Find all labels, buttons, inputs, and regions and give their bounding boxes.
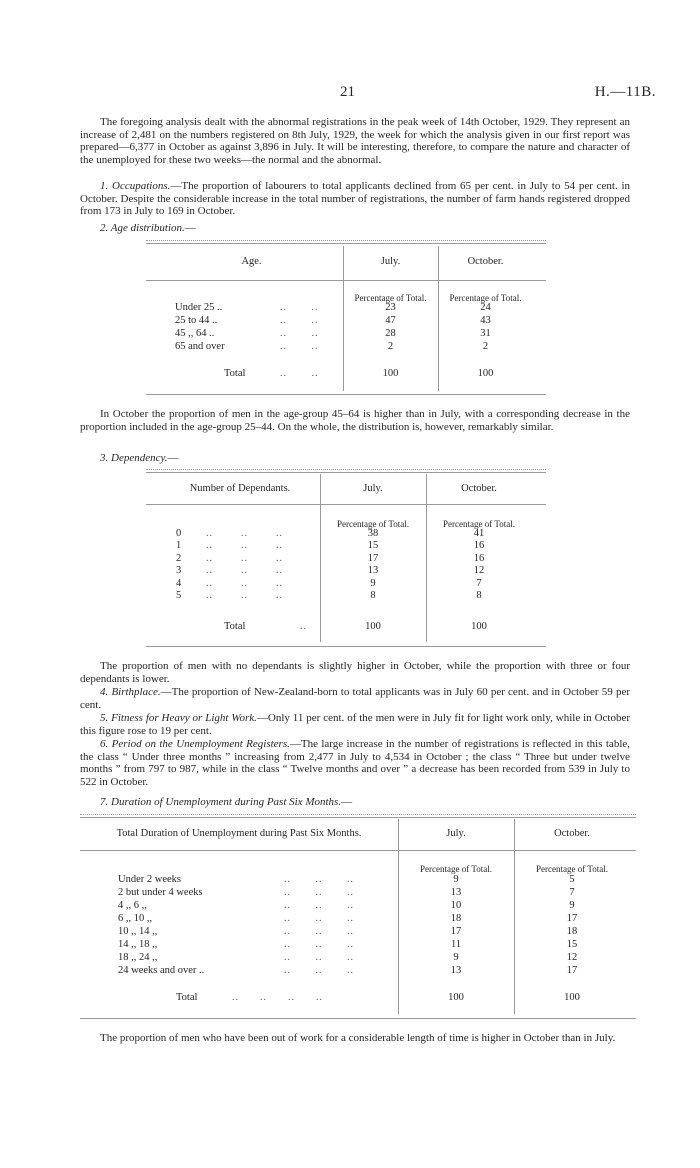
table-bottom-rule xyxy=(146,646,546,647)
duration-col-header: Total Duration of Unemployment during Past Six Months. xyxy=(116,828,362,839)
row-label: 24 weeks and over .. xyxy=(118,965,205,976)
leader-dots: .. .. .. xyxy=(284,913,354,924)
row-label: 1 xyxy=(176,540,182,552)
row-label: 6 ,, 10 ,, xyxy=(118,913,153,924)
july-value: 13 xyxy=(450,965,462,976)
closing-paragraph: The proportion of men who have been out of work for a considerable length of time is higher in October than in July. xyxy=(100,1032,616,1044)
row-label: Under 25 .. xyxy=(175,302,223,313)
total-label: Total xyxy=(224,368,246,379)
intro-paragraph: The foregoing analysis dealt with the abnormal registrations in the peak week of 14th October, 1929. They represent an increase of 2,481 on the numbers registered on 8th July, 1929, the week for which the analysis given in our first report was prepared—6,377 in October as against 3,896 in July. It will be interesting, therefore, to compare the nature and character of the unemployed for these two weeks—the normal and the abnormal. xyxy=(80,116,630,166)
leader-dots: .. .. .. xyxy=(284,939,354,950)
row-label: 10 ,, 14 ,, xyxy=(118,926,158,937)
july-value: 9 xyxy=(453,874,459,885)
row-label: 0 xyxy=(176,528,182,539)
dependants-col-header: Number of Dependants. xyxy=(189,483,291,494)
july-value: 8 xyxy=(370,590,376,601)
leader-dots: .. .. .. .. xyxy=(232,992,323,1003)
leader-dots: .. .. xyxy=(280,315,319,326)
leader-dots: .. xyxy=(300,621,307,632)
july-value: 2 xyxy=(387,341,394,352)
duration-section-heading: 7. Duration of Unemployment during Past Six Months.— xyxy=(100,796,353,808)
page-header xyxy=(0,84,700,104)
october-value: 7 xyxy=(476,577,482,589)
dependency-section-heading: 3. Dependency.— xyxy=(100,452,179,464)
row-label: 14 ,, 18 ,, xyxy=(118,939,158,950)
october-col-header: October. xyxy=(467,256,504,267)
july-value: 9 xyxy=(370,577,376,589)
row-label: 2 xyxy=(176,552,182,564)
leader-dots: .. .. .. xyxy=(206,528,283,539)
october-col-header: October. xyxy=(554,828,590,839)
october-value: 15 xyxy=(566,939,578,950)
table-top-rule xyxy=(146,243,546,244)
table-header-rule xyxy=(80,850,636,851)
occupations-paragraph xyxy=(80,180,630,218)
october-value: 17 xyxy=(566,913,578,924)
row-label: 5 xyxy=(176,590,182,601)
leader-dots: .. .. .. xyxy=(284,965,354,976)
table-header-rule xyxy=(146,280,546,281)
october-value: 5 xyxy=(569,874,575,885)
birthplace-heading: 4. Birthplace. xyxy=(100,686,161,698)
october-total: 100 xyxy=(564,992,580,1003)
leader-dots: .. .. .. xyxy=(206,590,283,601)
registers-paragraph xyxy=(80,738,630,788)
october-subheader: Percentage of Total. xyxy=(536,864,608,874)
table-top-rule xyxy=(146,472,546,473)
october-value: 17 xyxy=(566,965,578,976)
july-value: 10 xyxy=(450,900,462,911)
july-value: 47 xyxy=(385,315,396,326)
july-col-header: July. xyxy=(363,483,383,494)
july-value: 9 xyxy=(453,952,459,963)
july-value: 11 xyxy=(450,939,462,950)
table-top-rule xyxy=(80,814,636,815)
page-number: 21 xyxy=(340,84,355,100)
july-total: 100 xyxy=(448,992,464,1003)
row-label: Under 2 weeks xyxy=(118,874,181,885)
october-value: 16 xyxy=(473,552,485,564)
birthplace-paragraph xyxy=(80,686,630,711)
july-subheader: Percentage of Total. xyxy=(420,864,492,874)
leader-dots: .. .. .. xyxy=(284,874,354,885)
age-col-header: Age. xyxy=(241,256,262,267)
october-value: 41 xyxy=(473,528,485,539)
october-value: 12 xyxy=(566,952,578,963)
registers-heading: 6. Period on the Unemployment Registers. xyxy=(100,738,290,750)
leader-dots: .. .. .. xyxy=(206,540,283,552)
leader-dots: .. .. xyxy=(280,368,319,379)
october-value: 2 xyxy=(482,341,489,352)
july-total: 100 xyxy=(365,621,381,632)
july-subheader: Percentage of Total. xyxy=(337,519,409,529)
october-value: 43 xyxy=(480,315,491,326)
table-bottom-rule xyxy=(146,394,546,395)
july-col-header: July. xyxy=(446,828,466,839)
july-value: 13 xyxy=(367,565,379,577)
table-top-rule xyxy=(80,817,636,818)
occupations-heading: 1. Occupations. xyxy=(100,180,171,192)
fitness-paragraph xyxy=(80,712,630,737)
row-label: 4 xyxy=(176,577,182,589)
july-total: 100 xyxy=(382,368,399,379)
dependency-note-paragraph: The proportion of men with no dependants is slightly higher in October, while the proportion with three or four dependants is lower. xyxy=(80,660,630,685)
row-label: 2 but under 4 weeks xyxy=(118,887,203,898)
leader-dots: .. .. .. xyxy=(284,952,354,963)
table-top-rule xyxy=(146,240,546,241)
october-value: 18 xyxy=(566,926,578,937)
leader-dots: .. .. xyxy=(280,302,319,313)
registers-text: —The large increase in the number of registrations is reflected in this table, the class “ Under three months ” increasing from 2,477 in July to 4,534 in October ; the class “ Three but under twelve months ” from 797 to 987, while in the class “ Twelve months and over ” a decrease has been recorded from 539 in July to 522 in October. xyxy=(80,738,631,788)
july-value: 15 xyxy=(367,540,379,552)
birthplace-text: —The proportion of New-Zealand-born to total applicants was in July 60 per cent. and in October 59 per cent. xyxy=(80,686,630,711)
leader-dots: .. .. .. xyxy=(206,552,283,564)
october-value: 7 xyxy=(569,887,575,898)
leader-dots: .. .. .. xyxy=(206,577,283,589)
july-value: 38 xyxy=(367,528,379,539)
row-label: 45 ,, 64 .. xyxy=(175,328,215,339)
row-label: 25 to 44 .. xyxy=(175,315,218,326)
july-value: 13 xyxy=(450,887,462,898)
fitness-text: —Only 11 per cent. of the men were in July fit for light work only, while in October this figure rose to 19 per cent. xyxy=(80,712,631,737)
october-value: 9 xyxy=(569,900,575,911)
leader-dots: .. .. xyxy=(280,341,319,352)
total-label: Total xyxy=(176,992,198,1003)
row-label: 3 xyxy=(176,565,182,577)
fitness-heading: 5. Fitness for Heavy or Light Work. xyxy=(100,712,257,724)
leader-dots: .. .. .. xyxy=(284,900,354,911)
october-col-header: October. xyxy=(461,483,497,494)
leader-dots: .. .. .. xyxy=(206,565,283,577)
october-value: 31 xyxy=(480,328,491,339)
october-value: 16 xyxy=(473,540,485,552)
document-reference: H.—11B. xyxy=(594,84,656,100)
july-value: 18 xyxy=(450,913,462,924)
july-subheader: Percentage of Total. xyxy=(354,293,427,303)
total-label: Total xyxy=(224,621,246,632)
october-subheader: Percentage of Total. xyxy=(449,293,522,303)
october-value: 24 xyxy=(480,302,491,313)
age-note-paragraph: In October the proportion of men in the age-group 45–64 is higher than in July, with a corresponding decrease in the proportion included in the age-group 25–44. On the whole, the distribution is, however, remarkably similar. xyxy=(80,408,630,433)
row-label: 65 and over xyxy=(175,341,225,352)
july-value: 28 xyxy=(385,328,396,339)
leader-dots: .. .. .. xyxy=(284,887,354,898)
july-value: 23 xyxy=(385,302,396,313)
leader-dots: .. .. .. xyxy=(284,926,354,937)
age-section-heading: 2. Age distribution.— xyxy=(100,222,196,234)
occupations-text: —The proportion of labourers to total applicants declined from 65 per cent. in July to 54 per cent. in October. Despite the considerable increase in the total number of registrations, the number of farm hands registered dropped from 173 in July to 169 in October. xyxy=(80,180,630,218)
table-bottom-rule xyxy=(80,1018,636,1019)
october-subheader: Percentage of Total. xyxy=(443,519,515,529)
october-total: 100 xyxy=(477,368,494,379)
july-value: 17 xyxy=(450,926,462,937)
leader-dots: .. .. xyxy=(280,328,319,339)
table-top-rule xyxy=(146,469,546,470)
october-total: 100 xyxy=(471,621,487,632)
table-header-rule xyxy=(146,504,546,505)
october-value: 8 xyxy=(476,590,482,601)
row-label: 18 ,, 24 ,, xyxy=(118,952,158,963)
october-value: 12 xyxy=(473,565,485,577)
july-value: 17 xyxy=(367,552,379,564)
july-col-header: July. xyxy=(380,256,401,267)
row-label: 4 ,, 6 ,, xyxy=(118,900,147,911)
